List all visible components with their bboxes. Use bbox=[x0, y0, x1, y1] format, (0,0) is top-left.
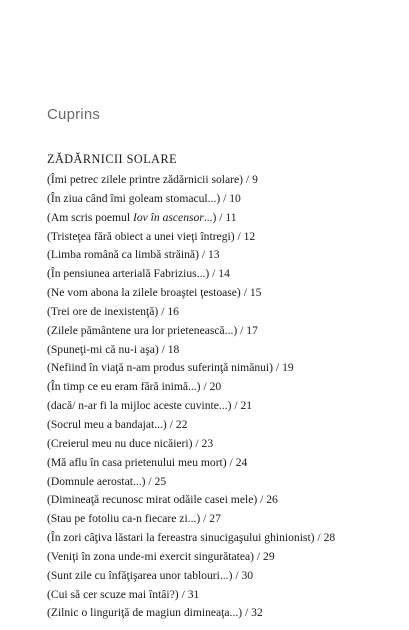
toc-entry-title: (Sunt zile cu înfăţişarea unor tablouri...) bbox=[47, 568, 233, 582]
toc-entry bbox=[47, 284, 335, 303]
page-separator: / bbox=[198, 248, 208, 262]
toc-entry bbox=[47, 473, 335, 492]
page-separator: / bbox=[237, 323, 247, 337]
toc-entry bbox=[47, 303, 335, 322]
page-separator: / bbox=[200, 380, 210, 394]
toc-page-number: 9 bbox=[252, 173, 258, 186]
toc-entry-title: (Socrul meu a bandajat...) bbox=[47, 417, 167, 431]
page-separator: / bbox=[254, 549, 264, 563]
toc-entry bbox=[47, 604, 335, 623]
page-separator: / bbox=[166, 417, 176, 431]
toc-page-number: 30 bbox=[241, 568, 254, 582]
toc-page-number: 11 bbox=[225, 210, 237, 224]
toc-entry-title: (Domnule aerostat...) bbox=[47, 474, 146, 488]
page-separator: / bbox=[231, 399, 241, 413]
toc-page-number: 31 bbox=[187, 587, 200, 601]
page-separator: / bbox=[145, 474, 155, 488]
toc-page-number: 23 bbox=[201, 436, 214, 450]
toc-page-number: 20 bbox=[209, 380, 222, 394]
toc-page-number: 28 bbox=[323, 531, 336, 545]
toc-entry-title: (Trei ore de inexistenţă) bbox=[47, 304, 159, 318]
page-separator: / bbox=[220, 191, 230, 205]
toc-entry-title: (Spuneţi-mi că nu-i aşa) bbox=[47, 342, 159, 356]
toc-entry bbox=[47, 322, 335, 341]
toc-page-number: 24 bbox=[235, 455, 248, 469]
toc-page-number: 14 bbox=[218, 267, 230, 281]
page-separator: / bbox=[314, 531, 324, 545]
section-title: ZĂDĂRNICII SOLARE bbox=[47, 152, 178, 166]
toc-page-number: 12 bbox=[243, 229, 256, 243]
toc-entry bbox=[47, 416, 335, 435]
page-separator: / bbox=[200, 512, 210, 526]
toc-entry-title: (Stau pe fotoliu ca-n fiecare zi...) bbox=[47, 512, 201, 526]
toc-entry bbox=[47, 171, 335, 190]
toc-entry bbox=[47, 265, 335, 284]
toc-page-number: 10 bbox=[229, 191, 241, 205]
toc-entry bbox=[47, 435, 335, 454]
toc-page-number: 15 bbox=[249, 286, 262, 300]
toc-page-number: 29 bbox=[263, 549, 275, 563]
toc-entry bbox=[47, 567, 335, 586]
page-separator: / bbox=[234, 229, 244, 243]
toc-entry bbox=[47, 359, 335, 378]
page-separator: / bbox=[243, 173, 253, 186]
toc-entry bbox=[47, 491, 335, 510]
toc-page-number: 13 bbox=[207, 248, 220, 262]
toc-entry-title: (Îmi petrec zilele printre zădărnicii solare) bbox=[47, 173, 244, 186]
toc-entry bbox=[47, 228, 335, 247]
page-title: Cuprins bbox=[47, 106, 101, 123]
toc-page-number: 26 bbox=[266, 493, 278, 507]
toc-entry-title: (Mă aflu în casa prietenului meu mort) bbox=[47, 455, 227, 469]
page-separator: / bbox=[273, 361, 283, 375]
toc-entry-title: (Tristeţea fără obiect a unei vieţi întregi) bbox=[47, 229, 235, 243]
toc-entry bbox=[47, 246, 335, 265]
toc-entry-title: (Dimineaţă recunosc mirat odăile casei mele) bbox=[47, 493, 258, 507]
toc-entry bbox=[47, 586, 335, 605]
toc-entry-title: (Zilele pământene ura lor prietenească...) bbox=[47, 323, 238, 337]
toc-page-number: 22 bbox=[175, 417, 188, 431]
toc-page-number: 19 bbox=[282, 361, 294, 375]
toc-page-number: 21 bbox=[240, 399, 253, 413]
page-separator: / bbox=[192, 436, 202, 450]
toc-entry-title: (Creierul meu nu duce nicăieri) bbox=[47, 436, 193, 450]
toc-entry-title: (În pensiunea arterială Fabrizius...) bbox=[47, 267, 210, 281]
page-separator: / bbox=[158, 304, 168, 318]
page-separator: / bbox=[216, 210, 226, 224]
toc-page-number: 25 bbox=[154, 474, 167, 488]
page-separator: / bbox=[226, 455, 236, 469]
toc-entry bbox=[47, 190, 335, 209]
page-separator: / bbox=[240, 286, 250, 300]
toc-page-number: 17 bbox=[246, 323, 258, 337]
toc-entry-title: (În zori câţiva lăstari la fereastra sinucigaşului ghinionist) bbox=[47, 531, 315, 545]
toc-entry-italic-title: Iov în ascensor bbox=[132, 210, 204, 224]
toc-entry bbox=[47, 529, 335, 548]
toc-entry bbox=[47, 397, 335, 416]
page-separator: / bbox=[232, 568, 242, 582]
page-separator: / bbox=[242, 606, 252, 620]
toc-page-number: 18 bbox=[167, 342, 180, 356]
toc-entry bbox=[47, 209, 335, 228]
toc-entry-title: (Ne vom abona la zilele broaştei ţestoase) bbox=[47, 286, 241, 300]
toc-entry bbox=[47, 341, 335, 360]
toc-page-number: 32 bbox=[251, 606, 263, 620]
toc-entry bbox=[47, 454, 335, 473]
table-of-contents bbox=[47, 171, 335, 623]
toc-entry-title: (Zilnic o linguriţă de magiun dimineaţa...) bbox=[47, 606, 243, 620]
toc-entry-title: (dacă/ n-ar fi la mijloc aceste cuvinte...) bbox=[47, 399, 232, 413]
toc-entry bbox=[47, 548, 335, 567]
toc-entry-title: (Limba română ca limbă străină) bbox=[47, 248, 199, 262]
toc-entry-title: (Cui să cer scuze mai întâi?) bbox=[47, 587, 179, 601]
page-separator: / bbox=[257, 493, 267, 507]
toc-entry bbox=[47, 510, 335, 529]
page-separator: / bbox=[178, 587, 188, 601]
toc-entry bbox=[47, 378, 335, 397]
toc-page-number: 27 bbox=[209, 512, 221, 526]
toc-entry-title: (Nefiind în viaţă n-am produs suferinţă nimănui) bbox=[47, 361, 274, 375]
toc-page-number: 16 bbox=[167, 304, 179, 318]
toc-entry-title: (Veniţi în zona unde-mi exercit singurătatea) bbox=[47, 549, 254, 563]
page-separator: / bbox=[209, 267, 219, 281]
page-separator: / bbox=[158, 342, 168, 356]
toc-entry-title: (În timp ce eu eram fără inimă...) bbox=[47, 380, 201, 394]
toc-entry-title: (Am scris poemul Iov în ascensor...) bbox=[47, 210, 217, 224]
toc-entry-title: (În ziua când îmi goleam stomacul...) bbox=[47, 191, 221, 205]
